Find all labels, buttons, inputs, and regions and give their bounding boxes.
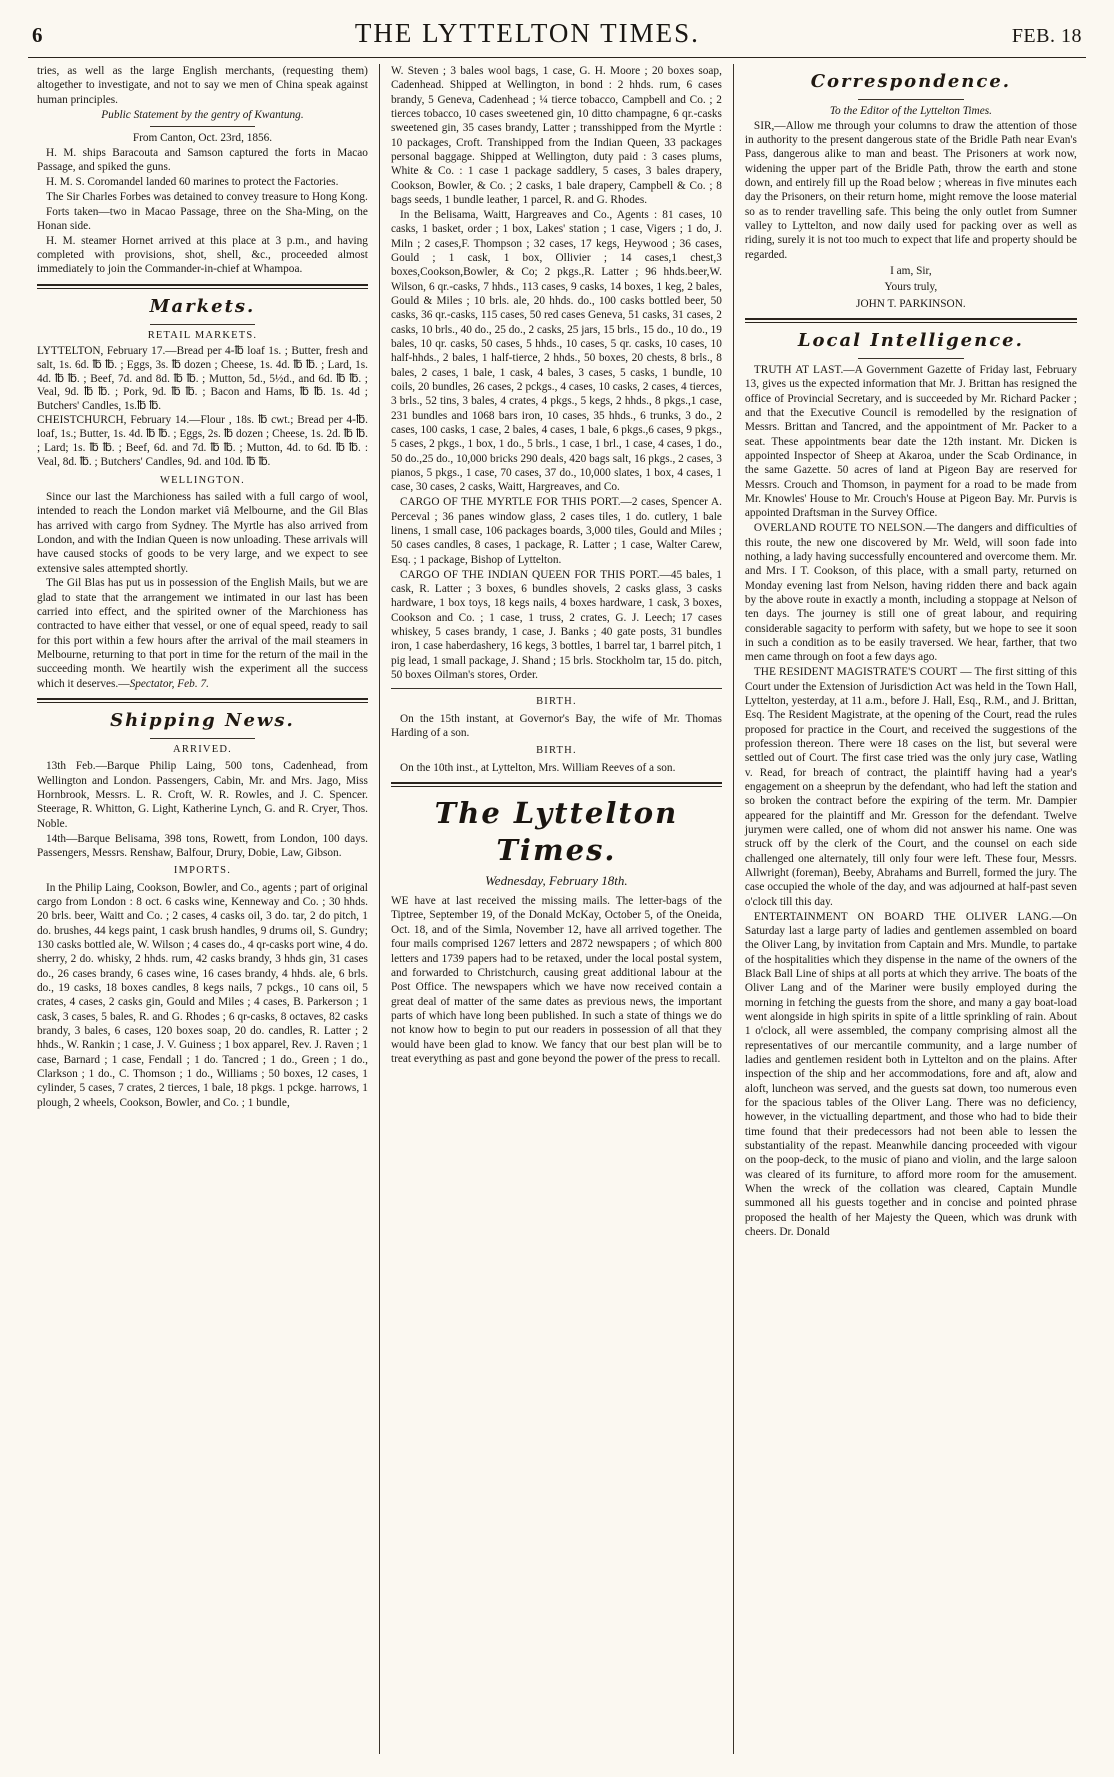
- news-item: ENTERTAINMENT ON BOARD THE OLIVER LANG.—On Saturday last a large party of ladies and gentlemen assembled on board the Oliver Lang, by invitation from Captain and Mrs. Mundle, to partake of the hospitalities which they dispense in the name of the owners of the Black Ball Line of ships at all ports at which they arrive. The boats of the Oliver Lang and of the Mariner were busily employed during the morning in fetching the guests from the shore, and many a gay boat-load went alongside in high spirits in spite of a little sprinkling of rain. About 1 o'clock, all were assembled, the company comprising almost all the representatives of our mercantile community, and a large number of ladies and gentlemen resident both in Lyttelton and on the plains. After inspection of the ship and her accommodations, fore and aft, alow and aloft, luncheon was served, and the guests sat down, too numerous even for the spacious tables of the Oliver Lang. There was no deficiency, however, in the victualling department, and those who had to bide their time found that their predecessors had not been able to lessen the substantiality of the repast. Meanwhile dancing proceeded with vigour on the poop-deck, to the music of piano and violin, and the large saloon was cleared of its furniture, to afford more room for the amusement. When the wreck of the collation was cleared, Captain Mundle summoned all his guests together and in concise and pointed phrase proposed the health of her Majesty the Queen, which was drunk with cheers. Dr. Donald: [744, 910, 1077, 1239]
- paragraph: H. M. steamer Hornet arrived at this place at 3 p.m., and having completed with provisions, shot, shell, &c., proceeded almost immediately to join the Commander-in-chief at Whampoa.: [37, 234, 368, 276]
- section-divider: [37, 698, 368, 703]
- paragraph-text: The Gil Blas has put us in possession of the English Mails, but we are glad to state that the arrangement we intimated in our last has been carried into effect, and the spirited owner of the Marchioness has contracted to have either that vessel, or one of equal speed, ready to sail for this port within a few hours after the arrival of the mail steamers in Melbourne, returning to that port in time for the return of the mail in the succeeding month. We heartily wish the experiment all the success which it deserves.—: [37, 577, 368, 690]
- leader-date: Wednesday, February 18th.: [485, 872, 628, 888]
- masthead-rule: [28, 57, 1086, 58]
- paragraph: In the Belisama, Waitt, Hargreaves and Co., Agents : 81 cases, 10 casks, 1 basket, order ; 1 box, Lakes' station ; 1 case, Vigers ; 1 do, J. Miln ; 2 cases,F. Thompson ; 32 cases, 17 kegs, Heywood ; 36 cases, Gould ; 1 cask, 1 box, Ollivier ; 14 cases,1 chest,3 boxes,Cookson,Bowler, & Co; 2 pkgs.,R. Latter ; 96 hhds.beer,W. Wilson, 6 qr.-casks, 7 hhds., 113 cases, 9 casks, 14 boxes, 1 keg, 2 bales, Gould & Miles ; 10 brls. ale, 20 hhds. do., 100 casks bottled beer, 50 casks, 36 qr.-casks, 115 cases, 50 red cases Geneva, 51 casks, 31 cases, 2 casks, 10 brls., 40 do., 25 do., 2 casks, 25 jars, 15 brls., 15 do., 10 do., 19 bales, 10 qr. casks, 50 cases, 5 hhds., 10 cases, 5 qr. casks, 10 cases, 10 half-hhds., 2 bales, 1 half-tierce, 2 hhds., 50 boxes, 20 chests, 8 brls., 8 bales, 2 cases, 1 bale, 1 cask, 4 bales, 3 cases, 5 casks, 1 bundle, 10 coils, 20 bundles, 26 cases, 2 pckgs., 4 cases, 10 casks, 2 cases, 4 tierces, 3 brls., 52 tins, 3 bales, 4 crates, 4 pkgs., 5 kegs, 2 hhds., 8 pkgs.,1 case, 231 bundles and 1068 bars iron, 10 cases, 35 hhds., 6 trunks, 3 do., 2 cases, 100 casks, 1 case, 2 bales, 4 cases, 1 bale, 6 pkgs.,6 cases, 9 pkgs., 5 cases, 2 pkgs., 1 box, 1 do., 5 brls., 1 case, 1 brl., 1 case, 4 cases, 1 do., 50 do.,25 do., 10,000 bricks 290 deals, 420 bags salt, 16 pkgs., 2 cases, 3 pianos, 5 pkgs., 1 case, 70 cases, 37 do., 10,000 slates, 1 box, 4 cases, 1 case, 30 cases, 2 casks, Waitt, Hargreaves, and Co.: [390, 208, 722, 494]
- subheading-retail-markets: RETAIL MARKETS.: [147, 329, 258, 341]
- paragraph: On the 15th instant, at Governor's Bay, the wife of Mr. Thomas Harding of a son.: [390, 712, 722, 739]
- divider: [150, 126, 256, 127]
- attribution: Public Statement by the gentry of Kwantung.: [101, 108, 304, 121]
- column-3: [734, 64, 1088, 1754]
- subheading-imports: IMPORTS.: [173, 865, 232, 877]
- source-attribution: Spectator, Feb. 7.: [129, 677, 209, 690]
- divider: [858, 358, 964, 359]
- letter-signature: JOHN T. PARKINSON.: [856, 297, 966, 310]
- paragraph: H. M. ships Baracouta and Samson captured the forts in Macao Passage, and spiked the guns.: [37, 146, 368, 174]
- paper-title: THE LYTTELTON TIMES.: [354, 18, 700, 48]
- divider: [150, 324, 256, 325]
- paragraph: The Sir Charles Forbes was detained to convey treasure to Hong Kong.: [46, 190, 368, 203]
- paragraph: CARGO OF THE INDIAN QUEEN FOR THIS PORT.—45 bales, 1 cask, R. Latter ; 3 boxes, 6 bundles shovels, 2 casks glass, 3 casks hardware, 1 box toys, 18 kegs nails, 4 boxes hardware, 1 cask, 3 boxes, Cookson and Co. ; 1 case, 1 truss, 2 crates, G. J. Leech; 17 cases whiskey, 5 cases brandy, 1 case, J. Banks ; 40 gate posts, 31 bundles iron, 1 case haberdashery, 16 kegs, 3 bottles, 1 barrel tar, 1 barrel pitch, 1 pig lead, 1 small package, J. Shand ; 15 brls. Stockholm tar, 15 do. pitch, 50 boxes Oilman's stores, Order.: [390, 568, 722, 681]
- section-heading-correspondence: Correspondence.: [810, 71, 1012, 92]
- paragraph: In the Philip Laing, Cookson, Bowler, and Co., agents ; part of original cargo from London : 8 oct. 6 casks wine, Kenneway and Co. ; 30 hhds. 20 brls. beer, Waitt and Co. ; 2 cases, 4 casks oil, 3 do. tar, 2 do pitch, 1 do. brushes, 44 kegs paint, 1 cask brush handles, 9 drums oil, S. Gundry; 130 casks bottled ale, W. Wilson ; 4 cases do., 4 qr-casks port wine, 4 do. sherry, 2 do. whisky, 2 hhds. rum, 42 casks brandy, 3 hhds gin, 31 cases do., 26 cases brandy, 6 cases wine, 16 cases brandy, 4 hhds. ale, 6 brls. do., 19 casks, 18 boxes candles, 8 kegs nails, 7 pckgs., 10 cans oil, 5 crates, 4 cases, 2 casks gin, Gould and Miles ; 4 cases, B. Parkerson ; 1 cask, 3 cases, 5 bales, R. and G. Rhodes ; 6 qr-casks, 8 octaves, 82 casks brandy, 3 bales, 6 cases, 120 boxes soap, 20 do. candles, R. Latter ; 2 hhds., W. Rankin ; 1 case, J. V. Guiness ; 1 box apparel, Rev. J. Raven ; 1 case, Barnard ; 1 case, Fendall ; 1 do. Tancred ; 1 do., Green ; 1 do., Clarkson ; 1 do., C. Thomson ; 1 do., Williams ; 50 boxes, 12 cases, 1 cylinder, 5 cases, 7 crates, 2 tierces, 1 bale, 18 pkgs. 1 pckge. harrows, 1 plough, 2 wheels, Cookson, Bowler, and Co. ; 1 bundle,: [37, 881, 368, 1109]
- paragraph: LYTTELTON, February 17.—Bread per 4-℔ loaf 1s. ; Butter, fresh and salt, 1s. 6d. ℔ ℔. ; Eggs, 3s. ℔ dozen ; Cheese, 1s. 4d. ℔ ℔. ; Lard, 1s. 4d. ℔ ℔. ; Beef, 7d. and 8d. ℔ ℔. ; Mutton, 5d., 5½d., and 6d. ℔ ℔. ; Veal, 9d. ℔ ℔. ; Pork, 9d. ℔ ℔. ; Bacon and Hams, ℔ ℔. 1s. 4d ; Butchers' Candles, 1s.℔ ℔.: [37, 345, 368, 413]
- subheading-birth: BIRTH.: [536, 696, 577, 708]
- subheading-wellington: WELLINGTON.: [159, 474, 245, 486]
- paragraph: CHEISTCHURCH, February 14.—Flour , 18s. ℔ cwt.; Bread per 4-℔. loaf, 1s.; Butter, 1s. 4d. ℔ ℔. ; Eggs, 2s. ℔ dozen ; Cheese, 1s. 2d. ℔ ℔. ; Lard; 1s. ℔ ℔. ; Beef, 6d. and 7d. ℔ ℔. ; Mutton, 4d. to 6d. ℔ ℔. : Veal, 8d. ℔. ; Butchers' Candles, 9d. and 10d. ℔ ℔.: [37, 414, 368, 468]
- column-2: [380, 64, 734, 1754]
- paragraph: H. M. S. Coromandel landed 60 marines to protect the Factories.: [46, 175, 339, 188]
- section-heading-local-intelligence: Local Intelligence.: [797, 330, 1024, 352]
- section-divider: [391, 782, 722, 787]
- column-1: [26, 64, 380, 1754]
- letter-addressee: To the Editor of the Lyttelton Times.: [829, 104, 992, 117]
- dateline: From Canton, Oct. 23rd, 1856.: [132, 131, 273, 144]
- news-item: TRUTH AT LAST.—A Government Gazette of Friday last, February 13, gives us the expected information that Mr. J. Brittan has resigned the office of Provincial Secretary, and is succeeded by Mr. Richard Packer ; and that the Executive Council is remodelled by the resignation of Messrs. Brittan and Tancred, and the appointment of Mr. Packer to a seat. These appointments bear date the 12th instant. Mr. Dicken is appointed Inspector of Sheep at Akaroa, under the Scab Ordinance, in the same Gazette. 50 acres of land at Pigeon Bay are reserved for Messrs. Crouch and Thomson, in payment for a road to be made from Mr. Knowles' House to Mr. Crouch's House at Pigeon Bay. Mr. Purvis is appointed Draftsman in the Survey Office.: [744, 364, 1077, 520]
- paragraph: On the 10th inst., at Lyttelton, Mrs. William Reeves of a son.: [399, 761, 676, 774]
- paragraph: 14th—Barque Belisama, 398 tons, Rowett, from London, 100 days. Passengers, Messrs. Renshaw, Balfour, Drury, Dobie, Law, Gibson.: [37, 832, 368, 859]
- paragraph: [37, 576, 368, 691]
- section-heading-markets: Markets.: [149, 295, 256, 317]
- letter-signoff-1: I am, Sir,: [890, 265, 932, 278]
- issue-date-text: FEB. 18: [1011, 25, 1082, 47]
- letter-body: SIR,—Allow me through your columns to draw the attention of those in authority to the present dangerous state of the Bridle Path near Evan's Pass, dangerous alike to man and beast. The Prisoners at work now, widening the upper part of the Bridle Path, throw the earth and stone down, and entirely fill up the Road below ; whereas in five minutes each day the Prisoners, on their return home, might remove the loose material so as to render travelling safe. This being the only outlet from Sumner valley to Lyttelton, and now daily used for packing over as well as riding, surely it is not too much to expect that life and property should be regarded.: [744, 119, 1077, 261]
- news-item: THE RESIDENT MAGISTRATE'S COURT — The first sitting of this Court under the Extension of Jurisdiction Act was held in the Town Hall, Lyttelton, yesterday, at 11 a.m., before J. Hall, Esq., R.M., and J. Brittan, Esq. The Resident Magistrate, at the opening of the Court, read the rules proposed for practice in the Court, and received the suggestions of the profession thereon. There were 18 cases on the list, but several were settled out of Court. The first case tried was the only jury case, Watling v. Read, for breach of contract, the plaintiff having had a year's engagement on a sheeprun by the defendant, who had left the station and so broken the contract before the expiring of the term. Mr. Dampier appeared for the plaintiff and Mr. Gresson for the defendant. Twelve jurymen were called, one of whom did not answer his name. One was struck off by the clerk of the Court, and the counsel on each side challenged one alternately, till only four were left. These four, Messrs. Allwright (foreman), Beeby, Abrahams and Burrell, formed the jury. The case occupied the whole of the day, and was adjourned at half-past seven o'clock till this day.: [744, 666, 1077, 908]
- column-container: [26, 64, 1088, 1754]
- divider: [391, 688, 722, 689]
- masthead: [26, 18, 1088, 55]
- page-number: 6: [32, 23, 43, 47]
- section-divider: [745, 318, 1077, 323]
- subheading-birth: BIRTH.: [536, 745, 577, 757]
- newspaper-logo: The Lyttelton Times.: [434, 795, 679, 867]
- paragraph: tries, as well as the large English merchants, (requesting them) altogether to investigate, and not to say we men of China speak against human principles.: [37, 65, 368, 106]
- paragraph: Forts taken—two in Macao Passage, three on the Sha-Ming, on the Honan side.: [37, 205, 368, 232]
- paragraph: Since our last the Marchioness has sailed with a full cargo of wool, intended to reach the London market viâ Melbourne, and the Gil Blas has arrived with cargo from Sydney. The Myrtle has also arrived from London, and with the Indian Queen is now unloading. These arrivals will have caused stocks of goods to be very large, and we expect to see extensive sales attempted shortly.: [37, 490, 368, 575]
- paragraph: 13th Feb.—Barque Philip Laing, 500 tons, Cadenhead, from Wellington and London. Passengers, Cabin, Mr. and Mrs. Jago, Miss Hornbrook, Messrs. L. R. Croft, W. R. Rowles, and J. C. Spencer. Steerage, R. Whitton, G. Light, Katherine Lynch, G. and R. Cryer, Thos. Noble.: [37, 760, 368, 830]
- issue-date: [1012, 25, 1082, 48]
- paragraph: W. Steven ; 3 bales wool bags, 1 case, G. H. Moore ; 20 boxes soap, Cadenhead. Shipped at Wellington, in bond : 2 hhds. rum, 6 cases brandy, 5 Geneva, Cadenhead ; ¼ tierce tobacco, Campbell and Co. ; 2 tierces tobacco, 10 cases sweetened gin, 10 ditto champagne, 6 qr.-casks sweetened gin, 35 cases brandy, Latter ; transshipped from the Myrtle : 10 packages, Croft. Transhipped from the Indian Queen, 33 packages personal baggage. Shipped at Wellington, duty paid : 3 cases plums, White & Co. : 1 case 1 package saddlery, 5 cases, 3 bales drapery, Cookson, Bowler, & Co. ; 2 casks, 1 bale drapery, Campbell & Co. ; 8 bags seeds, 1 bundle leather, 1 parcel, R. and G. Rhodes.: [390, 65, 722, 207]
- news-item: OVERLAND ROUTE TO NELSON.—The dangers and difficulties of this route, the new one discovered by Mr. Weld, will soon fade into nothing, a lady having successfully encountered and overcome them. Mr. and Mrs. I T. Cookson, of this place, with a small party, returned on Monday evening last from Nelson, having ridden there and back again by the above route in exactly a month, including a stoppage at Nelson of ten days. The journey is still one of great labour, and requiring considerable sagacity to perform with safety, but we hope to see it soon in such a condition as to be easily traversed. We hear, farther, that two men came through on foot a few days ago.: [744, 522, 1077, 664]
- section-heading-shipping-news: Shipping News.: [110, 710, 295, 732]
- divider: [150, 738, 256, 739]
- paragraph: CARGO OF THE MYRTLE FOR THIS PORT.—2 cases, Spencer A. Perceval ; 36 panes window glass, 2 cases tiles, 1 do. cutlery, 1 bale linens, 1 small case, 106 packages boards, 3,000 tiles, Gould and Miles ; 50 cases candles, 8 cases, 1 package, R. Latter ; 1 case, Walter Carew, Esq. ; 1 package, Bishop of Lyttelton.: [390, 496, 722, 566]
- subheading-arrived: ARRIVED.: [173, 744, 232, 756]
- letter-signoff-2: Yours truly,: [884, 281, 938, 294]
- leader-article: WE have at last received the missing mails. The letter-bags of the Tiptree, September 19, of the Donald McKay, October 5, of the Oneida, Oct. 18, and of the Simla, November 12, have all arrived together. The four mails comprised 1267 letters and 2872 newspapers ; of which 800 letters and 1739 papers had to be retaxed, under the local postal system, and forwarded to Christchurch, causing great additional labour at the Post Office. The newspapers which we have now received contain a great deal of matter of the same dates as previous news, the important parts of which have long been published. In such a state of things we do not know how to begin to put our readers in possession of all that they would have been glad to know. We fancy that our best plan will be to treat everything as past and gone beyond the power of the press to recall.: [390, 895, 722, 1065]
- divider: [858, 99, 964, 100]
- section-divider: [37, 284, 368, 289]
